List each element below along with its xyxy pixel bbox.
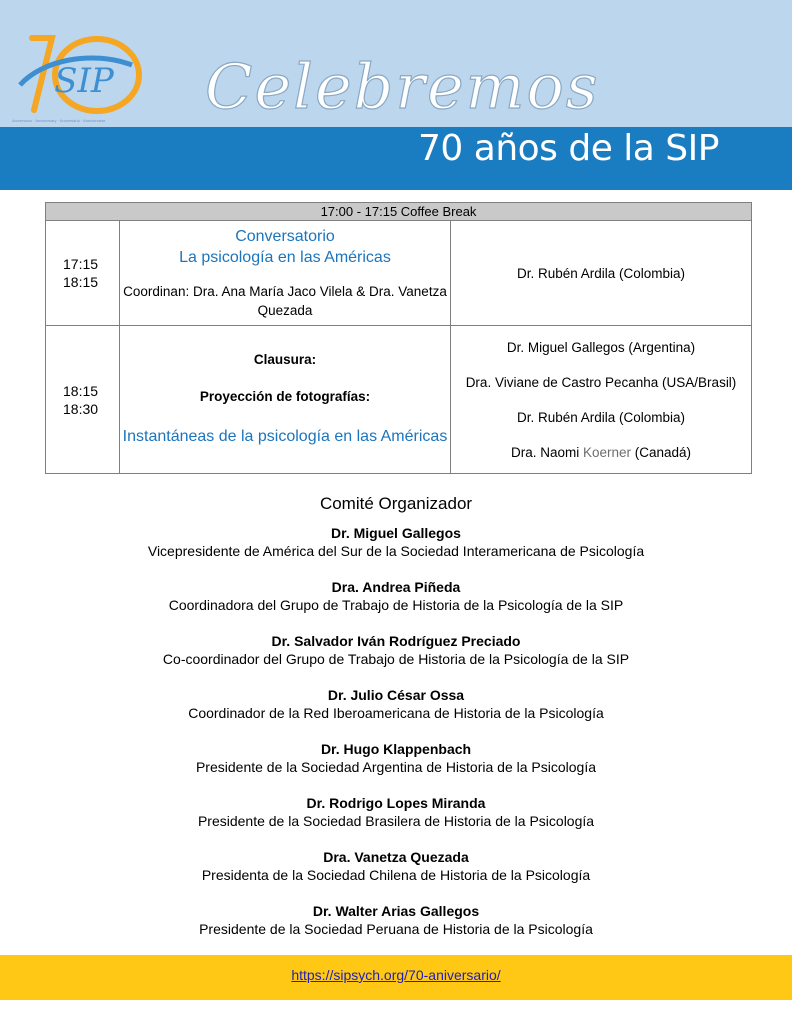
coffee-break-label: 17:00 - 17:15 Coffee Break xyxy=(46,203,752,221)
member-name: Dr. Miguel Gallegos xyxy=(331,525,461,541)
time-end: 18:30 xyxy=(63,400,99,417)
member-name: Dr. Rodrigo Lopes Miranda xyxy=(306,795,486,811)
member-name: Dr. Salvador Iván Rodríguez Preciado xyxy=(271,633,521,649)
session-speakers xyxy=(451,221,752,326)
committee-member xyxy=(0,578,792,614)
member-role: Presidente de la Sociedad Brasilera de Historia de la Psicología xyxy=(197,813,595,829)
committee-member xyxy=(0,686,792,722)
svg-text:SIP: SIP xyxy=(54,61,114,101)
session-time xyxy=(46,326,120,474)
sip-70-logo xyxy=(12,30,147,130)
member-role: Vicepresidente de América del Sur de la Sociedad Interamericana de Psicología xyxy=(147,543,645,559)
session-description xyxy=(120,326,451,474)
coffee-break-row xyxy=(46,203,752,221)
member-name: Dr. Walter Arias Gallegos xyxy=(312,903,480,919)
member-name: Dra. Andrea Piñeda xyxy=(331,579,461,595)
session-description xyxy=(120,221,451,326)
session-title: Instantáneas de la psicología en las Américas xyxy=(122,428,448,445)
session-title: Conversatorio xyxy=(235,228,335,245)
time-start: 17:15 xyxy=(63,256,99,272)
svg-text:Celebremos: Celebremos xyxy=(205,50,600,123)
speaker: Dra. Naomi Koerner (Canadá) xyxy=(510,444,692,460)
session-row xyxy=(46,326,752,474)
session-row xyxy=(46,221,752,326)
member-role: Coordinador de la Red Iberoamericana de Historia de la Psicología xyxy=(188,705,604,721)
committee-member xyxy=(0,740,792,776)
celebremos-script-title xyxy=(205,48,605,138)
committee-member xyxy=(0,848,792,884)
speaker: Dra. Viviane de Castro Pecanha (USA/Brasil) xyxy=(465,374,737,390)
committee-member xyxy=(0,524,792,560)
committee-title: Comité Organizador xyxy=(319,494,473,513)
member-role: Coordinadora del Grupo de Trabajo de Historia de la Psicología de la SIP xyxy=(168,597,624,613)
member-name: Dr. Hugo Klappenbach xyxy=(320,741,472,757)
member-role: Presidente de la Sociedad Peruana de Historia de la Psicología xyxy=(199,921,593,937)
closing-label: Clausura: xyxy=(253,352,317,367)
session-time xyxy=(46,221,120,326)
member-role: Presidente de la Sociedad Argentina de Historia de la Psicología xyxy=(195,759,597,775)
banner-subtitle: 70 años de la SIP xyxy=(418,128,719,169)
member-name: Dr. Julio César Ossa xyxy=(327,687,465,703)
committee-member xyxy=(0,902,792,938)
member-role: Co-coordinador del Grupo de Trabajo de Historia de la Psicología de la SIP xyxy=(162,651,630,667)
session-speakers xyxy=(451,326,752,474)
schedule-table xyxy=(45,202,752,474)
member-name: Dra. Vanetza Quezada xyxy=(323,849,469,865)
anniversary-link[interactable]: https://sipsych.org/70-aniversario/ xyxy=(291,967,501,983)
projection-label: Proyección de fotografías: xyxy=(199,389,371,404)
organizing-committee xyxy=(0,494,792,956)
session-topic: La psicología en las Américas xyxy=(179,249,391,266)
member-role: Presidenta de la Sociedad Chilena de Historia de la Psicología xyxy=(201,867,591,883)
logo-subtitle: Aniversario · Anniversary · Aniversário · Anniversaire xyxy=(12,118,106,123)
session-coordinators: Coordinan: Dra. Ana María Jaco Vilela & Dra. Vanetza Quezada xyxy=(123,284,447,318)
committee-member xyxy=(0,632,792,668)
footer-bar xyxy=(0,955,792,1000)
svg-text:70: 70 xyxy=(22,60,24,61)
time-start: 18:15 xyxy=(63,382,99,399)
speaker: Dr. Miguel Gallegos (Argentina) xyxy=(506,339,696,355)
speaker: Dr. Rubén Ardila (Colombia) xyxy=(516,265,686,281)
speaker: Dr. Rubén Ardila (Colombia) xyxy=(516,409,686,425)
time-end: 18:15 xyxy=(63,274,99,290)
committee-member xyxy=(0,794,792,830)
